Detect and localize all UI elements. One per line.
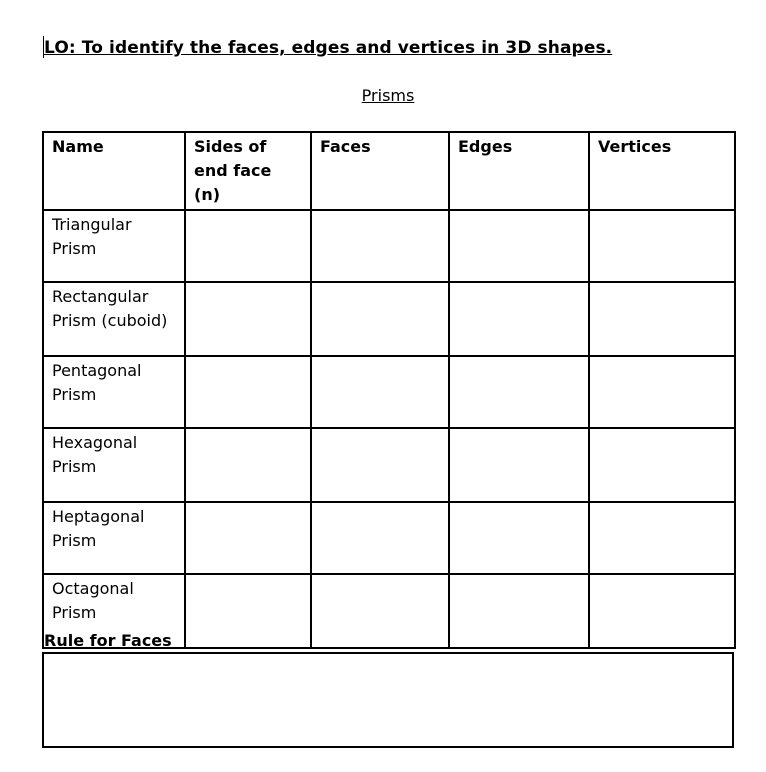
cell-sides[interactable] xyxy=(185,428,311,502)
section-title: Prisms xyxy=(361,86,415,105)
header-vertices: Vertices xyxy=(589,132,735,210)
cell-sides[interactable] xyxy=(185,210,311,282)
cell-vertices[interactable] xyxy=(589,428,735,502)
cell-sides[interactable] xyxy=(185,574,311,648)
cell-faces[interactable] xyxy=(311,282,449,356)
header-name: Name xyxy=(43,132,185,210)
cell-edges[interactable] xyxy=(449,502,589,574)
prisms-table xyxy=(42,131,736,649)
cell-sides[interactable] xyxy=(185,502,311,574)
cell-sides[interactable] xyxy=(185,356,311,428)
table-header-row xyxy=(43,132,735,210)
table-row xyxy=(43,282,735,356)
cell-edges[interactable] xyxy=(449,282,589,356)
table-row xyxy=(43,428,735,502)
cell-faces[interactable] xyxy=(311,428,449,502)
cell-name: Pentagonal Prism xyxy=(43,356,185,428)
cell-vertices[interactable] xyxy=(589,210,735,282)
cell-name: Triangular Prism xyxy=(43,210,185,282)
cell-edges[interactable] xyxy=(449,428,589,502)
cell-sides[interactable] xyxy=(185,282,311,356)
cell-faces[interactable] xyxy=(311,210,449,282)
table-row xyxy=(43,210,735,282)
cell-vertices[interactable] xyxy=(589,282,735,356)
header-faces: Faces xyxy=(311,132,449,210)
cell-faces[interactable] xyxy=(311,574,449,648)
header-edges: Edges xyxy=(449,132,589,210)
cell-vertices[interactable] xyxy=(589,356,735,428)
header-sides-of-end-face: Sides of end face (n) xyxy=(185,132,311,210)
cell-name: Heptagonal Prism xyxy=(43,502,185,574)
cell-edges[interactable] xyxy=(449,210,589,282)
rule-for-faces-label: Rule for Faces xyxy=(44,631,172,650)
table-row xyxy=(43,356,735,428)
table-row xyxy=(43,502,735,574)
cell-name: Hexagonal Prism xyxy=(43,428,185,502)
cell-vertices[interactable] xyxy=(589,502,735,574)
rule-for-faces-box[interactable] xyxy=(42,652,734,748)
learning-objective-title: LO: To identify the faces, edges and vertices in 3D shapes. xyxy=(44,38,613,58)
cell-edges[interactable] xyxy=(449,356,589,428)
cell-name: Rectangular Prism (cuboid) xyxy=(43,282,185,356)
cell-edges[interactable] xyxy=(449,574,589,648)
cell-faces[interactable] xyxy=(311,502,449,574)
cell-vertices[interactable] xyxy=(589,574,735,648)
cell-faces[interactable] xyxy=(311,356,449,428)
cell-name: Octagonal Prism xyxy=(43,574,185,648)
